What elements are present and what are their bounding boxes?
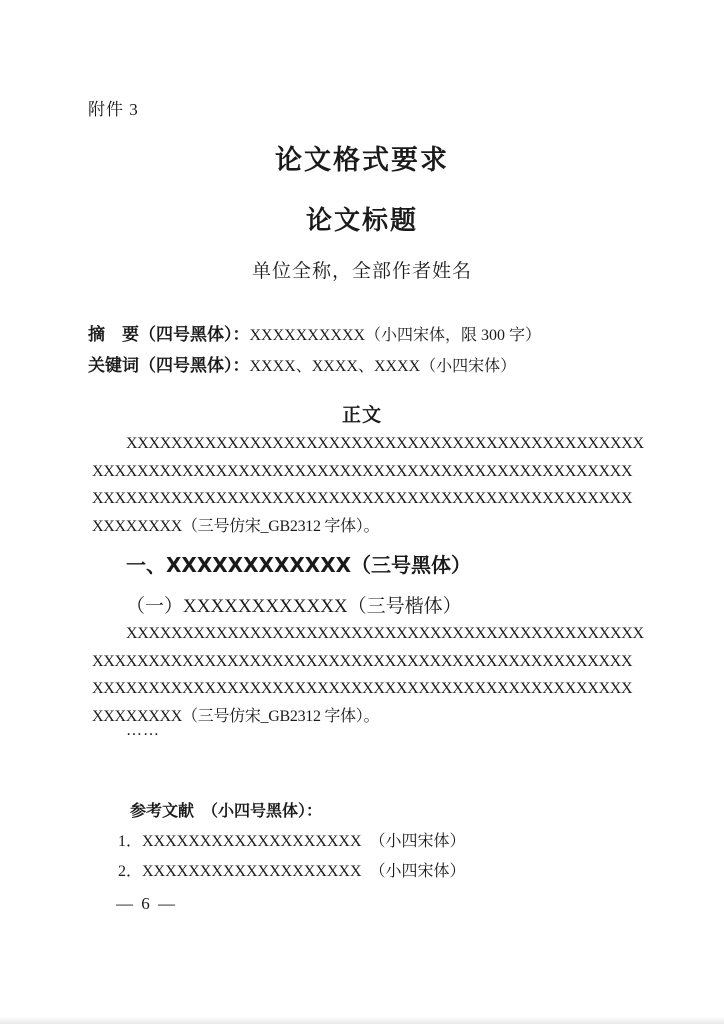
- keywords-label: 关键词（四号黑体）：: [88, 356, 250, 376]
- paper-title: 论文标题: [305, 206, 418, 235]
- body-paragraph-2: [92, 620, 644, 730]
- reference-list: [118, 827, 466, 887]
- references-title: 参考文献 （小四号黑体）：: [130, 801, 323, 820]
- authors-line: 单位全称，全部作者姓名: [251, 261, 472, 282]
- abstract-content: XXXXXXXXXX（小四宋体，限 300 字）: [249, 327, 542, 344]
- page-number: — 6 —: [116, 894, 177, 913]
- abstract-label: 摘 要（四号黑体）：: [88, 325, 250, 345]
- body-line: XXXXXXXX（三号仿宋_GB2312 字体）。: [92, 517, 380, 535]
- keywords-row: [88, 351, 648, 382]
- body-line: XXXXXXXX（三号仿宋_GB2312 字体）。: [92, 707, 380, 725]
- body-line: XXXXXXXXXXXXXXXXXXXXXXXXXXXXXXXXXXXXXXXXXXXXXX: [126, 625, 644, 642]
- body-line: XXXXXXXXXXXXXXXXXXXXXXXXXXXXXXXXXXXXXXXXXXXXXX: [126, 435, 644, 452]
- page-edge-shadow: [0, 1016, 724, 1024]
- attachment-label: 附件 3: [88, 100, 139, 119]
- reference-item: 1．XXXXXXXXXXXXXXXXXXX （小四宋体）: [118, 833, 466, 850]
- section-heading-2: （一）XXXXXXXXXXXX（三号楷体）: [126, 596, 462, 617]
- body-line: XXXXXXXXXXXXXXXXXXXXXXXXXXXXXXXXXXXXXXXXXXXXXXXX: [92, 462, 633, 480]
- ellipsis-line: ……: [126, 722, 160, 739]
- abstract-keywords-block: [88, 320, 648, 382]
- body-line: XXXXXXXXXXXXXXXXXXXXXXXXXXXXXXXXXXXXXXXXXXXXXXXX: [92, 490, 633, 508]
- reference-item: 2．XXXXXXXXXXXXXXXXXXX （小四宋体）: [118, 863, 466, 880]
- abstract-row: [88, 320, 648, 351]
- body-line: XXXXXXXXXXXXXXXXXXXXXXXXXXXXXXXXXXXXXXXXXXXXXXXX: [92, 680, 633, 698]
- body-line: XXXXXXXXXXXXXXXXXXXXXXXXXXXXXXXXXXXXXXXXXXXXXXXX: [92, 652, 633, 670]
- body-section-title: 正文: [341, 404, 382, 426]
- doc-title: 论文格式要求: [275, 145, 449, 175]
- body-paragraph-1: [92, 430, 644, 540]
- keywords-content: XXXX、XXXX、XXXX（小四宋体）: [249, 358, 517, 375]
- section-heading-1: 一、XXXXXXXXXXXX（三号黑体）: [126, 553, 472, 577]
